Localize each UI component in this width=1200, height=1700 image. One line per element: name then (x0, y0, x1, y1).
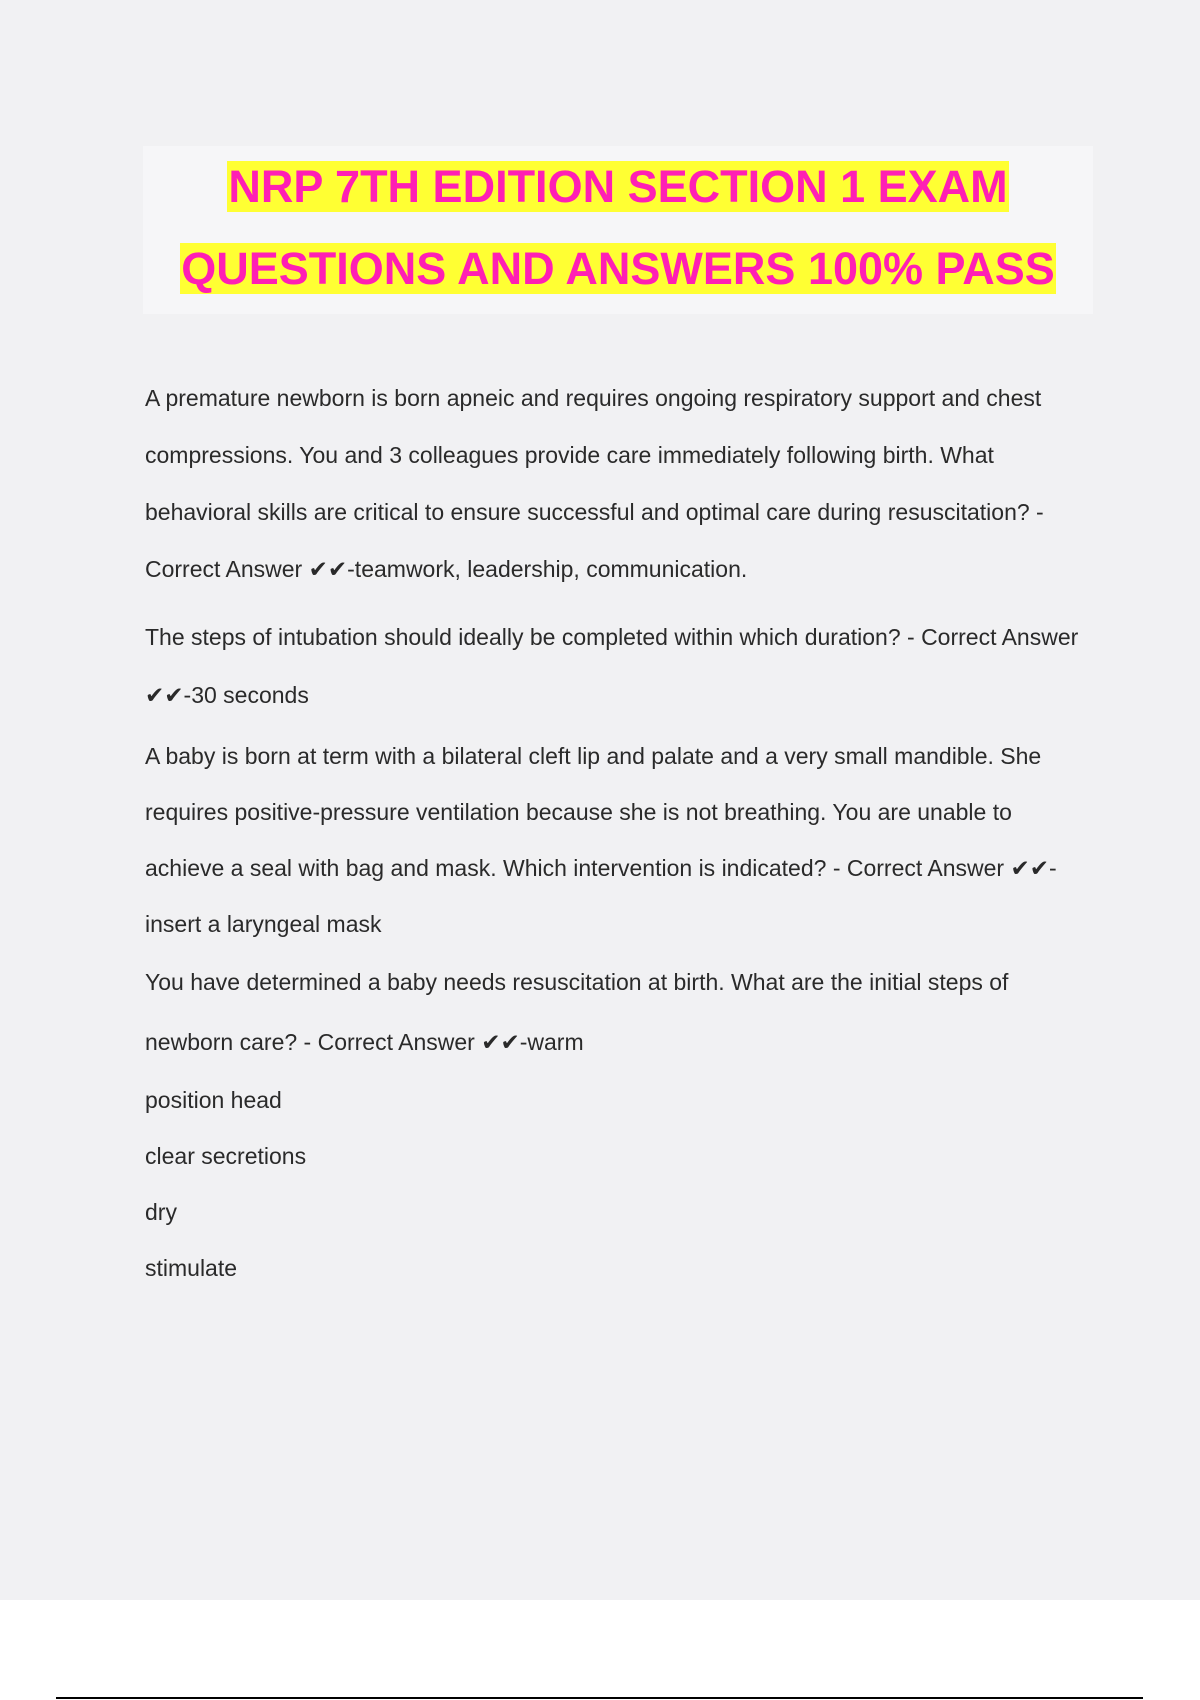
question-answer-4: You have determined a baby needs resuscitation at birth. What are the initial steps of newborn care? - Correct Answer ✔✔-warm (145, 969, 1009, 1055)
document-title (143, 146, 1093, 314)
answer-step-3: dry (145, 1199, 177, 1225)
title-line-2: QUESTIONS AND ANSWERS 100% PASS (181, 243, 1055, 294)
answer-step-4: stimulate (145, 1255, 238, 1281)
title-line-1: NRP 7TH EDITION SECTION 1 EXAM (228, 161, 1008, 212)
question-answer-2: The steps of intubation should ideally be completed within which duration? - Correct Answer ✔✔-30 seconds (145, 624, 1079, 708)
document-body (145, 370, 1085, 1296)
question-answer-1: A premature newborn is born apneic and requires ongoing respiratory support and chest compressions. You and 3 colleagues provide care immediately following birth. What behavioral skills are critical to ensure successful and optimal care during resuscitation? - Correct Answer ✔✔-teamwork, leadership, communication. (145, 385, 1044, 582)
footer-divider (56, 1697, 1143, 1699)
answer-step-1: position head (145, 1087, 282, 1113)
answer-step-2: clear secretions (145, 1143, 307, 1169)
question-answer-3: A baby is born at term with a bilateral cleft lip and palate and a very small mandible. She requires positive-pressure ventilation because she is not breathing. You are unable to achieve a seal with bag and mask. Which intervention is indicated? - Correct Answer ✔✔-insert a laryngeal mask (145, 743, 1057, 937)
